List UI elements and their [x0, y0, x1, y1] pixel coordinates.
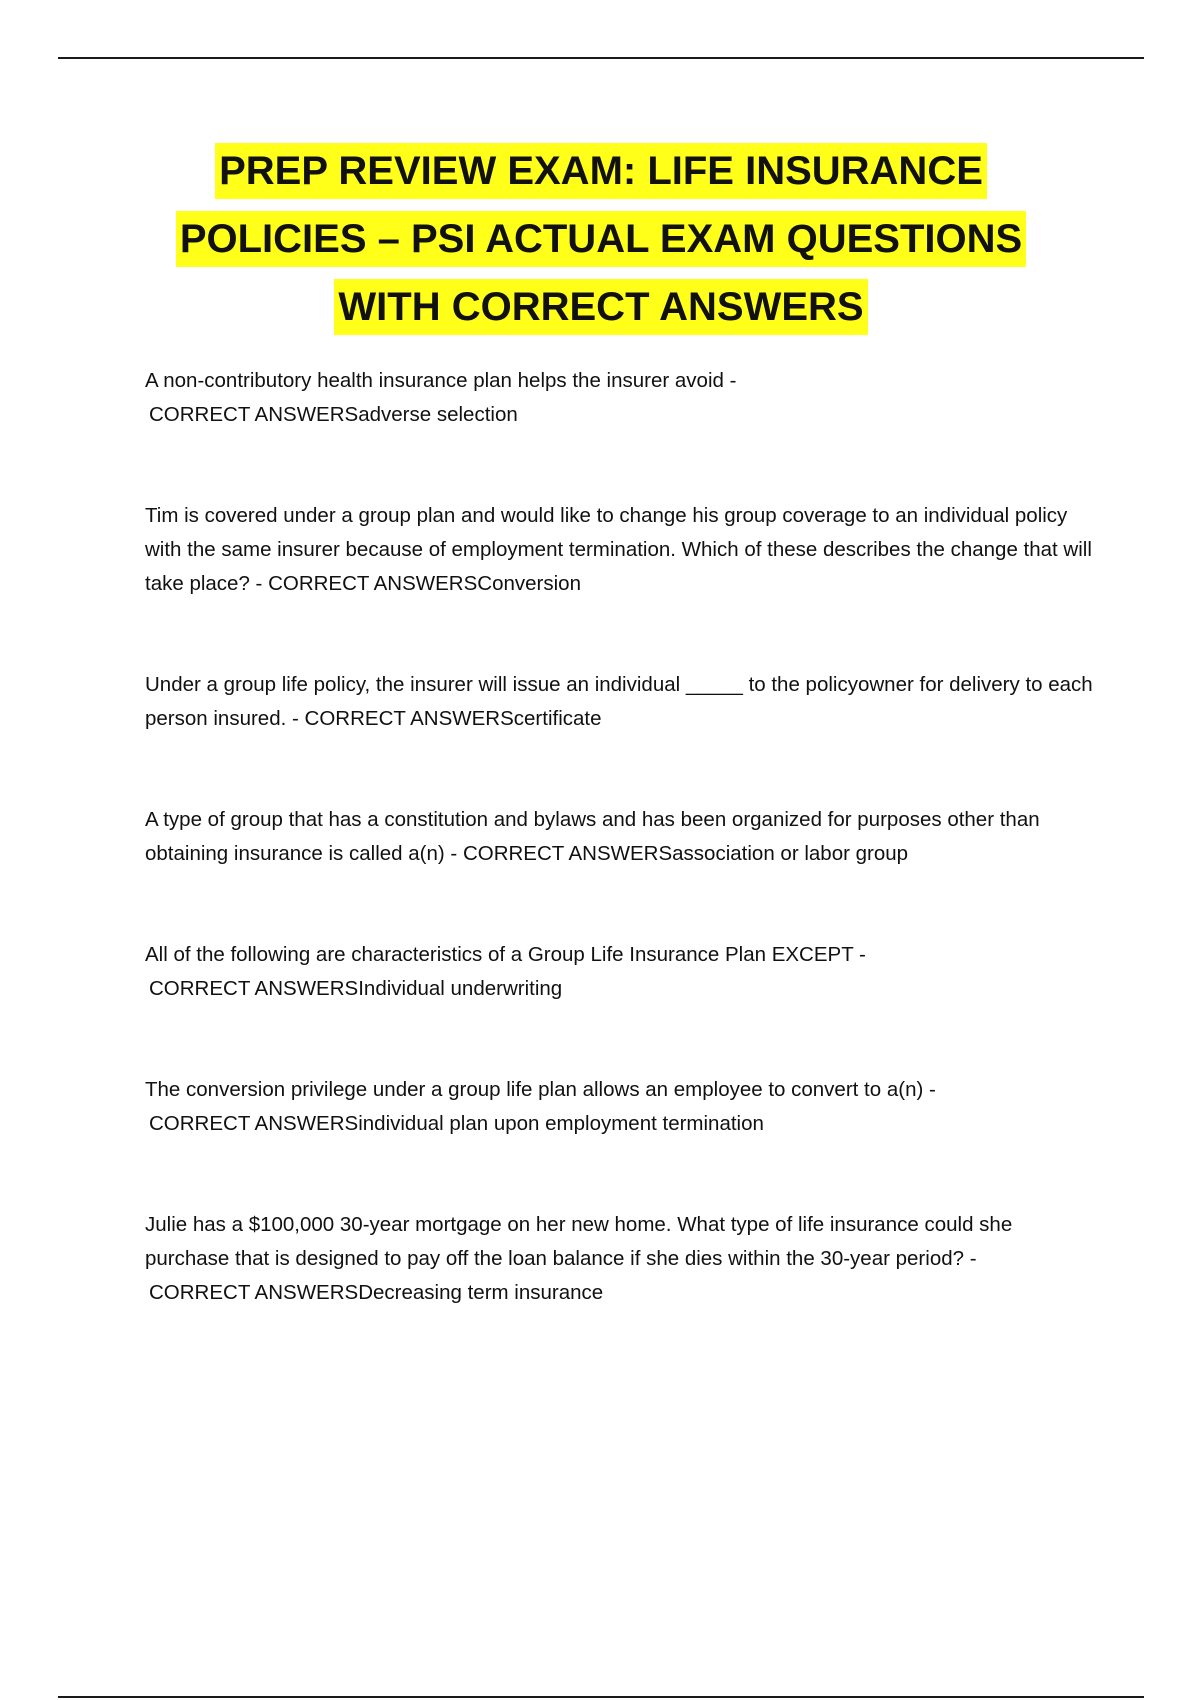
answer-marker: CORRECT ANSWERS	[304, 707, 514, 730]
answer-text: Decreasing term insurance	[358, 1281, 604, 1304]
answer-text: Individual underwriting	[358, 977, 563, 1000]
question-text: A non-contributory health insurance plan helps the insurer avoid -	[145, 369, 737, 392]
question-list	[145, 364, 1095, 1377]
answer-text: association or labor group	[672, 842, 909, 865]
qa-item	[145, 803, 1095, 871]
title-line: WITH CORRECT ANSWERS	[58, 279, 1144, 335]
qa-item	[145, 1208, 1095, 1310]
answer-marker: CORRECT ANSWERS	[149, 1112, 359, 1135]
question-text: Tim is covered under a group plan and would like to change his group coverage to an individual policy with the same insurer because of employment termination. Which of these describes the change that will take place? -	[145, 504, 1092, 595]
qa-item	[145, 1073, 1095, 1141]
top-rule	[58, 57, 1144, 59]
qa-item	[145, 364, 1095, 432]
answer-text: certificate	[513, 707, 602, 730]
qa-item	[145, 668, 1095, 736]
answer-marker: CORRECT ANSWERS	[149, 977, 359, 1000]
question-text: A type of group that has a constitution and bylaws and has been organized for purposes other than obtaining insurance is called a(n) -	[145, 808, 1040, 865]
question-text: Julie has a $100,000 30-year mortgage on her new home. What type of life insurance could she purchase that is designed to pay off the loan balance if she dies within the 30-year period? -	[145, 1213, 1013, 1270]
question-text: The conversion privilege under a group life plan allows an employee to convert to a(n) -	[145, 1078, 936, 1101]
answer-marker: CORRECT ANSWERS	[268, 572, 478, 595]
document-title	[58, 143, 1144, 347]
title-line: PREP REVIEW EXAM: LIFE INSURANCE	[58, 143, 1144, 199]
question-text: All of the following are characteristics of a Group Life Insurance Plan EXCEPT -	[145, 943, 866, 966]
answer-marker: CORRECT ANSWERS	[149, 403, 359, 426]
qa-item	[145, 938, 1095, 1006]
bottom-rule	[58, 1696, 1144, 1698]
answer-text: individual plan upon employment termination	[358, 1112, 764, 1135]
question-text: Under a group life policy, the insurer will issue an individual _____ to the policyowner for delivery to each person insured. -	[145, 673, 1093, 730]
answer-marker: CORRECT ANSWERS	[149, 1281, 359, 1304]
qa-item	[145, 499, 1095, 601]
title-line: POLICIES – PSI ACTUAL EXAM QUESTIONS	[58, 211, 1144, 267]
answer-marker: CORRECT ANSWERS	[462, 842, 673, 865]
answer-text: Conversion	[477, 572, 581, 595]
answer-text: adverse selection	[358, 403, 518, 426]
